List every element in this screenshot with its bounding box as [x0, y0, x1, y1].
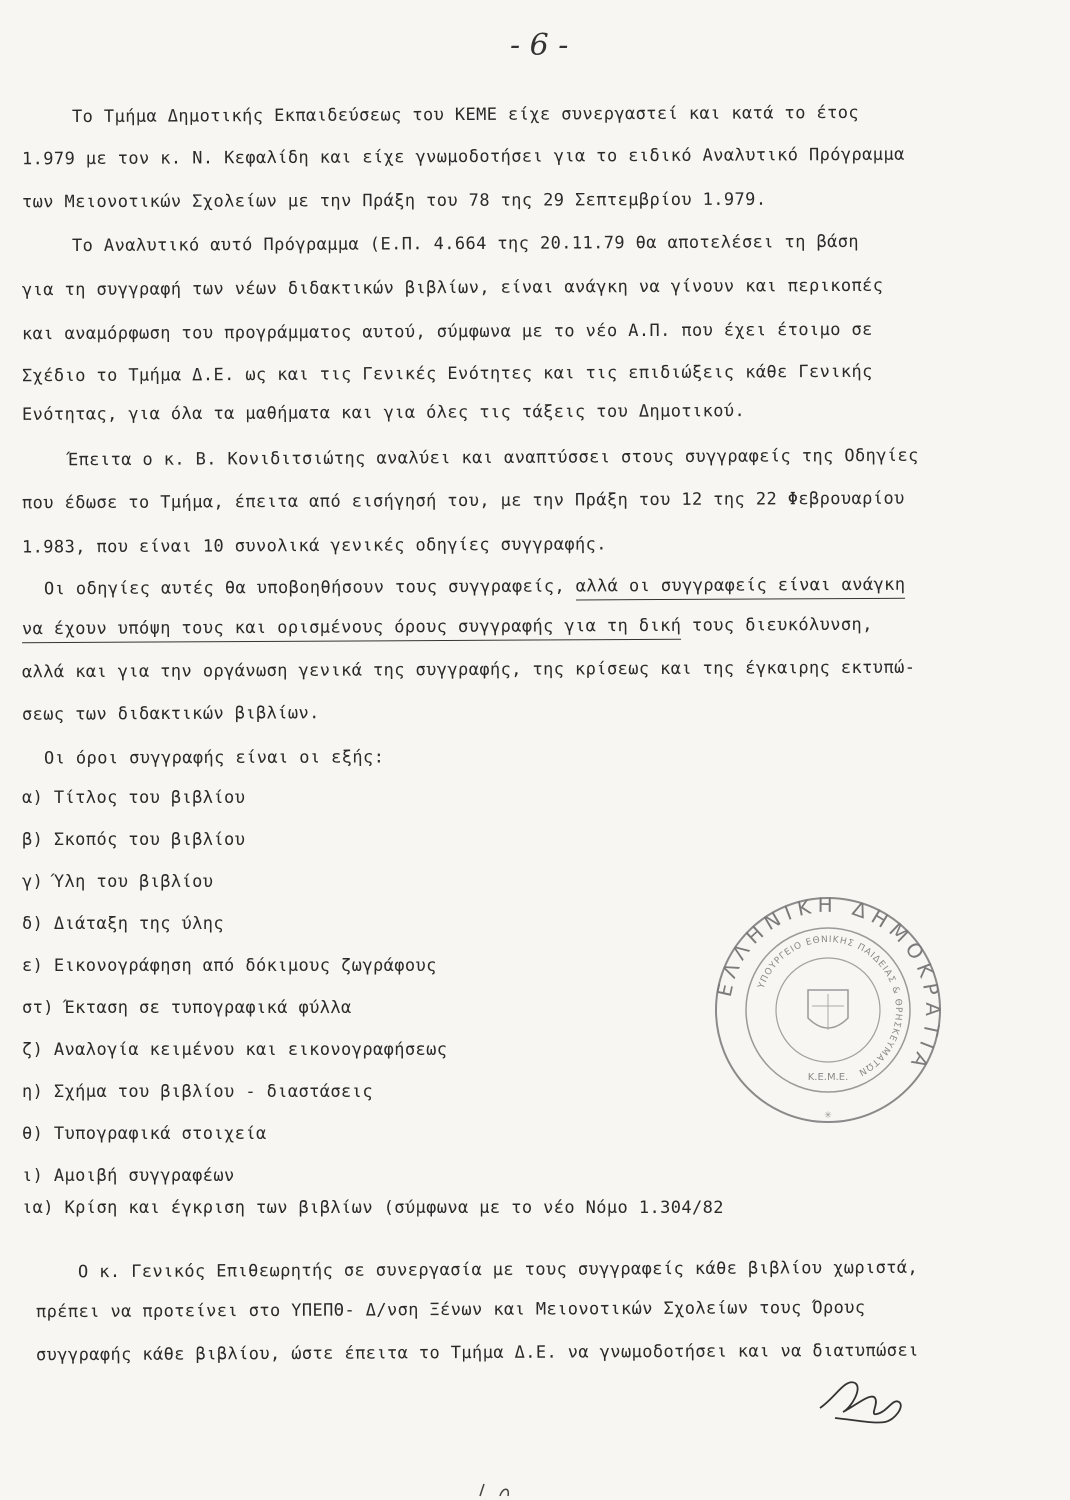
text-line-7: Σχέδιο το Τμήμα Δ.Ε. ως και τις Γενικές Ενότητες και τις επιδιώξεις κάθε Γενικής	[21, 361, 873, 387]
list-item-ia: ια) Κρίση και έγκριση των βιβλίων (σύμφωνα με το νέο Νόμο 1.304/82	[22, 1198, 724, 1218]
text-line-closing-2: πρέπει να προτείνει στο ΥΠΕΠΘ- Δ/νση Ξένων και Μειονοτικών Σχολείων τους Όρους	[35, 1297, 866, 1323]
official-stamp	[708, 890, 948, 1130]
list-item-a: α) Τίτλος του βιβλίου	[22, 788, 246, 808]
text-line-6: και αναμόρφωση του προγράμματος αυτού, σύμφωνα με το νέο Α.Π. που έχει έτοιμο σε	[21, 319, 873, 345]
list-item-c: γ) Ύλη του βιβλίου	[22, 872, 214, 892]
underlined-phrase-1: αλλά οι συγγραφείς είναι ανάγκη	[576, 575, 906, 601]
list-item-b: β) Σκοπός του βιβλίου	[22, 830, 246, 850]
text-line-2: 1.979 με τον κ. Ν. Κεφαλίδη και είχε γνωμοδοτήσει για το ειδικό Αναλυτικό Πρόγραμμα	[21, 144, 905, 170]
text-line-4: Το Αναλυτικό αυτό Πρόγραμμα (Ε.Π. 4.664 της 20.11.79 θα αποτελέσει τη βάση	[71, 231, 860, 257]
list-item-i: ι) Αμοιβή συγγραφέων	[22, 1166, 235, 1186]
text-line-16: Οι όροι συγγραφής είναι οι εξής:	[43, 747, 385, 769]
text-line-13	[22, 614, 873, 640]
list-item-h: η) Σχήμα του βιβλίου - διαστάσεις	[22, 1082, 373, 1102]
text-line-5: για τη συγγραφή των νέων διδακτικών βιβλίων, είναι ανάγκη να γίνουν και περικοπές	[21, 275, 884, 301]
text-line-9: Έπειτα ο κ. Β. Κονιδιτσιώτης αναλύει και αναπτύσσει στους συγγραφείς της Οδηγίες	[67, 445, 919, 471]
page-bottom-mark	[470, 1478, 530, 1498]
svg-text:ΕΛΛΗΝΙΚΗ ΔΗΜΟΚΡΑΤΙΑ	[712, 893, 945, 1078]
text-line-12	[44, 574, 906, 601]
list-item-st: στ) Έκταση σε τυπογραφικά φύλλα	[22, 998, 352, 1018]
text-line-closing-1: Ο κ. Γενικός Επιθεωρητής σε συνεργασία με τους συγγραφείς κάθε βιβλίου χωριστά,	[77, 1257, 919, 1283]
text-line-closing-3: συγγραφής κάθε βιβλίου, ώστε έπειτα το Τμήμα Δ.Ε. να γνωμοδοτήσει και να διατυπώσει	[35, 1340, 919, 1366]
text-line-12-start: Οι οδηγίες αυτές θα υποβοηθήσουν τους συγγραφείς,	[43, 576, 576, 600]
list-item-z: ζ) Αναλογία κειμένου και εικονογραφήσεως	[22, 1040, 448, 1060]
text-line-15: σεως των διδακτικών βιβλίων.	[21, 703, 320, 725]
page-number: - 6 -	[510, 28, 569, 63]
text-line-14: αλλά και για την οργάνωση γενικά της συγγραφής, της κρίσεως και της έγκαιρης εκτυπώ-	[21, 657, 916, 683]
svg-text:✳: ✳	[824, 1107, 832, 1121]
text-line-13-end: τους διευκόλυνση,	[681, 614, 873, 636]
text-line-10: που έδωσε το Τμήμα, έπειτα από εισήγησή του, με την Πράξη του 12 της 22 Φεβρουαρίου	[21, 488, 905, 514]
list-item-th: θ) Τυπογραφικά στοιχεία	[22, 1124, 267, 1144]
list-item-e: ε) Εικονογράφηση από δόκιμους ζωγράφους	[22, 956, 437, 976]
stamp-outer-text: ΕΛΛΗΝΙΚΗ ΔΗΜΟΚΡΑΤΙΑ	[711, 892, 946, 1078]
text-line-8: Ενότητας, για όλα τα μαθήματα και για όλες τις τάξεις του Δημοτικού.	[21, 401, 746, 425]
stamp-inner-text: ΥΠΟΥΡΓΕΙΟ ΕΘΝΙΚΗΣ ΠΑΙΔΕΙΑΣ & ΘΡΗΣΚΕΥΜΑΤΩΝ	[756, 934, 904, 1078]
list-item-d: δ) Διάταξη της ύλης	[22, 914, 225, 934]
text-line-11: 1.983, που είναι 10 συνολικά γενικές οδηγίες συγγραφής.	[21, 534, 607, 558]
signature-scribble	[815, 1368, 915, 1428]
stamp-bottom-text: Κ.Ε.Μ.Ε.	[807, 1072, 849, 1083]
text-line-1: Το Τμήμα Δημοτικής Εκπαιδεύσεως του ΚΕΜΕ είχε συνεργαστεί και κατά το έτος	[71, 102, 860, 128]
underlined-phrase-2: να έχουν υπόψη τους και ορισμένους όρους συγγραφής για τη δική	[22, 616, 681, 643]
text-line-3: των Μειονοτικών Σχολείων με την Πράξη του 78 της 29 Σεπτεμβρίου 1.979.	[21, 189, 767, 213]
